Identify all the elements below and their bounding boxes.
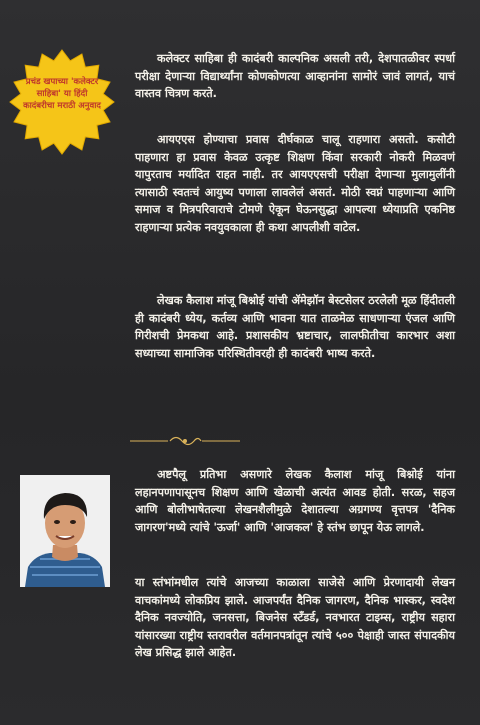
author-portrait-icon: [20, 475, 110, 587]
author-photo: [20, 475, 110, 587]
blurb-paragraph-2: आयएएस होण्याचा प्रवास दीर्घकाळ चालू राहणारा असतो. कसोटी पाहणारा हा प्रवास केवळ उत्कृष्ट शिक्षण किंवा सरकारी नोकरी मिळवणं यापुरताच मर्यादित राहत नाही. तर आयएएसची परीक्षा देणाऱ्या मुलामुलींनी त्यासाठी स्वतःचं आयुष्य पणाला लावलेलं असतं. मोठी स्वप्नं पाहणाऱ्या आणि समाज व मित्रपरिवाराचे टोमणे ऐकून घेऊनसुद्धा आपल्या ध्येयाप्रति एकनिष्ठ राहणाऱ्या प्रत्येक नवयुवकाला ही कथा आपलीशी वाटेल.: [135, 133, 455, 234]
ornament-divider: [130, 432, 240, 450]
blurb-paragraph-1: कलेक्टर साहिबा ही कादंबरी काल्पनिक असली तरी, देशपातळीवर स्पर्धा परीक्षा देणाऱ्या विद्यार्थ्यांना कोणकोणत्या आव्हानांना सामोरं जावं लागतं, याचं वास्तव चित्रण करते.: [135, 52, 455, 101]
author-bio-paragraph-2: या स्तंभांमधील त्यांचे आजच्या काळाला साजेसे आणि प्रेरणादायी लेखन वाचकांमध्ये लोकप्रिय झाले. आजपर्यंत दैनिक जागरण, दैनिक भास्कर, स्वदेश दैनिक नवज्योति, जनसत्ता, बिजनेस स्टँडर्ड, नवभारत टाइम्स, राष्ट्रीय सहारा यांसारख्या राष्ट्रीय स्तरावरील वर्तमानपत्रांतून त्यांचे ५०० पेक्षाही जास्त संपादकीय लेख प्रसिद्ध झाले आहेत.: [135, 576, 455, 660]
blurb-paragraph-3: लेखक कैलाश मांजू बिश्नोई यांची ॲमेझॉन बेस्टसेलर ठरलेली मूळ हिंदीतली ही कादंबरी ध्येय, कर्तव्य आणि भावना यात ताळमेळ साधणाऱ्या एंजल आणि गिरीशची प्रेमकथा आहे. प्रशासकीय भ्रष्टाचार, लालफीतीचा कारभार अशा सध्याच्या सामाजिक परिस्थितीवरही ही कादंबरी भाष्य करते.: [135, 294, 455, 360]
author-bio-paragraph-1: अष्टपैलू प्रतिभा असणारे लेखक कैलाश मांजू बिश्नोई यांना लहानपणापासूनच शिक्षण आणि खेळाची अत्यंत आवड होती. सरळ, सहज आणि बोलीभाषेतल्या लेखनशैलीमुळे देशातल्या अग्रगण्य वृत्तपत्र 'दैनिक जागरण'मध्ये त्यांचे 'ऊर्जा' आणि 'आजकल' हे स्तंभ छापून येऊ लागले.: [135, 468, 455, 534]
badge-text: प्रचंड खपाच्या 'कलेक्टर साहिबा' या हिंदी कादंबरीचा मराठी अनुवाद: [23, 77, 101, 111]
starburst-badge: [8, 48, 116, 156]
